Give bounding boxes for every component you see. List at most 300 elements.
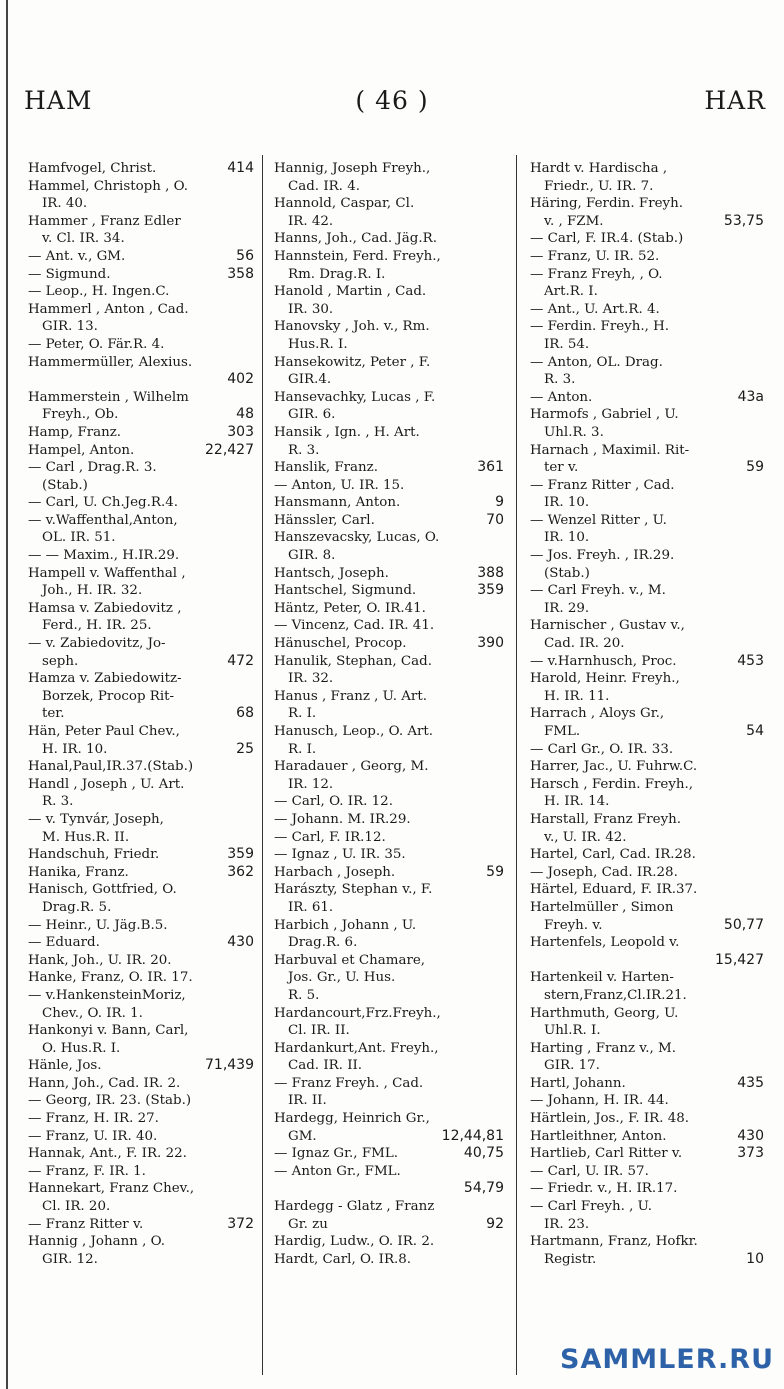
entry-text: R. 3. [544,372,576,388]
entry-page-ref [250,213,254,231]
entry-page-ref [760,670,764,688]
index-entry [28,459,254,477]
index-entry [28,213,254,231]
index-entry [530,864,764,882]
index-entry [274,494,504,512]
entry-page-ref [500,705,504,723]
index-entry [28,318,254,336]
entry-page-ref [760,881,764,899]
index-entry [530,776,764,794]
index-entry [274,213,504,231]
entry-page-ref [760,1163,764,1181]
entry-text: — Franz Freyh, , O. [530,266,663,282]
entry-text: Freyh. v. [544,917,603,933]
entry-text: — Georg, IR. 23. (Stab.) [28,1093,192,1109]
watermark: SAMMLER.RU [560,1344,774,1375]
entry-text: R. I. [288,741,317,757]
entry-page-ref [500,1075,504,1093]
index-entry [28,266,254,284]
entry-page-ref: 359 [227,846,254,863]
entry-page-ref [760,600,764,618]
entry-page-ref: 50,77 [723,916,764,933]
index-entry [274,899,504,917]
entry-page-ref [500,670,504,688]
index-entry [530,617,764,635]
entry-page-ref [250,1040,254,1058]
entry-text: Cad. IR. 4. [288,178,360,194]
entry-text: (Stab.) [544,565,590,581]
entry-text: — v. Tynvár, Joseph, [28,811,164,827]
entry-page-ref [500,1233,504,1251]
entry-page-ref [760,160,764,178]
entry-page-ref [500,653,504,671]
entry-page-ref [760,776,764,794]
entry-text: Hardt, Carl, O. IR.8. [274,1251,412,1267]
entry-text: Harnischer , Gustav v., [530,618,685,634]
entry-text: FML. [544,724,581,739]
index-entry [28,1145,254,1163]
entry-page-ref: 472 [227,652,254,669]
index-entry [274,881,504,899]
entry-page-ref [760,354,764,372]
entry-text: Hartel, Carl, Cad. IR.28. [530,847,696,863]
entry-page-ref [250,283,254,301]
entry-page-ref [250,1145,254,1163]
entry-page-ref [250,565,254,583]
entry-page-ref [250,793,254,811]
index-entry [28,1092,254,1110]
entry-page-ref [500,424,504,442]
entry-text: — Ferdin. Freyh., H. [530,319,670,335]
entry-page-ref [500,793,504,811]
entry-page-ref [500,230,504,248]
entry-page-ref [250,811,254,829]
entry-text: — Johann. M. IR.29. [274,811,411,827]
entry-text: — Sigmund. [28,266,111,282]
entry-text: — Peter, O. Fär.R. 4. [28,336,165,352]
entry-page-ref [250,354,254,372]
index-entry [530,1128,764,1146]
index-entry [530,1233,764,1251]
entry-page-ref [500,213,504,231]
entry-page-ref [250,1251,254,1269]
index-entry [274,952,504,970]
entry-text: IR. 42. [288,213,334,229]
entry-text: — Vincenz, Cad. IR. 41. [274,618,435,634]
index-entry [28,1163,254,1181]
entry-page-ref [760,565,764,583]
index-entry [274,1022,504,1040]
index-entry [530,371,764,389]
entry-page-ref [760,741,764,759]
index-entry [274,442,504,460]
entry-text: M. Hus.R. II. [42,829,130,845]
entry-text: Cad. IR. II. [288,1058,363,1074]
entry-page-ref [250,195,254,213]
entry-page-ref [250,987,254,1005]
entry-text: Härtel, Eduard, F. IR.37. [530,882,698,898]
entry-text: IR. 23. [544,1216,590,1232]
entry-page-ref [250,617,254,635]
entry-page-ref [760,758,764,776]
entry-text: Hammel, Christoph , O. [28,178,189,194]
index-entry [274,1216,504,1234]
entry-page-ref [760,178,764,196]
entry-page-ref [500,529,504,547]
entry-text: Hanovsky , Joh. v., Rm. [274,319,430,335]
entry-page-ref: 435 [737,1074,764,1091]
entry-text: — Carl, F. IR.4. (Stab.) [530,231,684,247]
entry-page-ref [250,688,254,706]
index-entry [530,1198,764,1216]
entry-page-ref [760,864,764,882]
entry-page-ref: 68 [236,705,254,722]
entry-page-ref [250,1022,254,1040]
entry-text: — Johann, H. IR. 44. [530,1093,669,1109]
index-entry [28,811,254,829]
entry-text: Hänssler, Carl. [274,512,375,528]
entry-page-ref [500,688,504,706]
entry-text: GIR. 12. [42,1251,98,1267]
index-entry [274,600,504,618]
entry-text: v. Cl. IR. 34. [42,231,125,247]
entry-page-ref [760,1110,764,1128]
entry-text: Hammermüller, Alexius. [28,354,193,370]
index-entry [274,934,504,952]
entry-page-ref [760,318,764,336]
index-entry [530,688,764,706]
entry-text: O. Hus.R. I. [42,1040,121,1056]
index-entry [274,354,504,372]
index-entry [530,705,764,723]
entry-page-ref: 453 [737,652,764,669]
index-entry [28,1075,254,1093]
index-entry [530,318,764,336]
index-entry [28,336,254,354]
entry-text: seph. [42,653,79,669]
header-left-keyword: HAM [24,86,93,115]
index-entry [530,547,764,565]
entry-text: Hanika, Franz. [28,864,129,880]
index-entry [530,512,764,530]
entry-text: Hann, Joh., Cad. IR. 2. [28,1075,181,1091]
index-entry [28,371,254,389]
index-entry [530,442,764,460]
entry-page-ref: 15,427 [715,951,764,968]
entry-page-ref [500,1163,504,1181]
index-entry [530,283,764,301]
entry-text: Cad. IR. 20. [544,636,625,652]
entry-text: Freyh., Ob. [42,407,119,423]
index-entry [28,1233,254,1251]
entry-page-ref [500,617,504,635]
entry-text: ter v. [544,460,579,476]
entry-page-ref [250,512,254,530]
entry-page-ref [760,1180,764,1198]
entry-text: — Franz, F. IR. 1. [28,1163,146,1179]
entry-page-ref [760,1216,764,1234]
index-entry [28,1005,254,1023]
entry-page-ref: 10 [746,1250,764,1267]
entry-text: — Franz Ritter , Cad. [530,477,675,493]
entry-page-ref [500,758,504,776]
index-entry [274,846,504,864]
entry-page-ref [250,318,254,336]
entry-page-ref: 25 [236,740,254,757]
index-entry [274,336,504,354]
entry-text: — v.Harnhusch, Proc. [530,653,677,669]
entry-page-ref [500,389,504,407]
column-divider [516,155,517,1375]
entry-text: Hanulik, Stephan, Cad. [274,653,432,669]
entry-page-ref [250,529,254,547]
entry-page-ref: 372 [227,1215,254,1232]
entry-text: Härtlein, Jos., F. IR. 48. [530,1111,690,1127]
entry-text: Hannstein, Ferd. Freyh., [274,248,441,264]
entry-text: — Carl Gr., O. IR. 33. [530,741,674,757]
entry-page-ref: 414 [227,160,254,176]
entry-text: — v.HankensteinMoriz, [28,987,186,1003]
index-entry [28,969,254,987]
index-entry [274,1040,504,1058]
entry-text: Hansmann, Anton. [274,495,401,511]
index-entry [530,230,764,248]
entry-page-ref [250,969,254,987]
entry-text: Hartelmüller , Simon [530,899,674,915]
entry-text: Hanke, Franz, O. IR. 17. [28,970,193,986]
index-entry [274,723,504,741]
entry-text: Jos. Gr., U. Hus. [288,970,396,986]
index-entry [274,705,504,723]
index-entry [530,969,764,987]
entry-text: Harsch , Ferdin. Freyh., [530,776,694,792]
index-entry [274,1180,504,1198]
index-entry [28,987,254,1005]
entry-text: v. , FZM. [544,213,604,229]
entry-page-ref [500,952,504,970]
entry-page-ref [250,1233,254,1251]
entry-text: Hartenfels, Leopold v. [530,935,680,951]
entry-page-ref [500,248,504,266]
index-entry [28,1180,254,1198]
entry-text: Harnach , Maximil. Rit- [530,442,690,458]
index-entry [274,969,504,987]
entry-text: Häring, Ferdin. Freyh. [530,196,683,212]
index-entry [274,688,504,706]
entry-text: Hannig, Joseph Freyh., [274,161,431,176]
index-entry [274,529,504,547]
entry-text: — Eduard. [28,935,100,951]
entry-text: Hantschel, Sigmund. [274,583,417,599]
index-entry [530,213,764,231]
entry-page-ref: 359 [477,582,504,599]
index-entry [530,1163,764,1181]
entry-page-ref [500,723,504,741]
index-entry [530,952,764,970]
entry-text: IR. 30. [288,301,334,317]
entry-text: GIR.4. [288,372,332,388]
entry-page-ref [500,987,504,1005]
entry-text: Hanns, Joh., Cad. Jäg.R. [274,231,437,247]
entry-page-ref [250,336,254,354]
entry-text: (Stab.) [42,477,88,493]
index-entry [28,1040,254,1058]
index-entry [28,529,254,547]
index-entry [274,1233,504,1251]
entry-page-ref [760,230,764,248]
entry-page-ref [760,987,764,1005]
entry-text: — Carl, O. IR. 12. [274,794,393,810]
entry-page-ref [500,1005,504,1023]
entry-page-ref: 12,44,81 [441,1127,504,1144]
index-entry [530,741,764,759]
index-entry [530,846,764,864]
index-entry [530,1040,764,1058]
index-entry [274,160,504,178]
index-entry [274,389,504,407]
entry-text: H. IR. 11. [544,688,610,704]
entry-page-ref [250,1075,254,1093]
entry-page-ref [760,494,764,512]
entry-text: Drag.R. 5. [42,899,112,915]
index-entry [274,917,504,935]
entry-text: H. IR. 14. [544,794,610,810]
index-entry [274,283,504,301]
index-entry [274,266,504,284]
entry-page-ref [500,1092,504,1110]
entry-text: Hantsch, Joseph. [274,565,389,581]
entry-page-ref [500,301,504,319]
entry-page-ref [500,917,504,935]
entry-page-ref [250,1005,254,1023]
index-entry [530,987,764,1005]
entry-text: — Carl, F. IR.12. [274,829,386,845]
entry-text: — Friedr. v., H. IR.17. [530,1181,678,1197]
header-right-keyword: HAR [704,86,766,115]
entry-page-ref [760,969,764,987]
entry-page-ref: 358 [227,265,254,282]
entry-page-ref: 361 [477,459,504,476]
index-entry [28,617,254,635]
index-entry [530,354,764,372]
index-entry [28,406,254,424]
entry-page-ref: 388 [477,564,504,581]
index-entry [28,670,254,688]
index-entry [28,1110,254,1128]
entry-text: Harbach , Joseph. [274,864,396,880]
entry-page-ref [250,477,254,495]
index-entry [530,793,764,811]
entry-page-ref: 430 [737,1127,764,1144]
index-entry [28,635,254,653]
entry-text: Haradauer , Georg, M. [274,759,429,775]
index-entry [530,582,764,600]
entry-page-ref: 40,75 [463,1145,504,1162]
index-column-3 [530,160,764,1268]
entry-text: Hammer , Franz Edler [28,213,181,229]
entry-text: Hartmann, Franz, Hofkr. [530,1234,698,1250]
entry-page-ref: 362 [227,863,254,880]
entry-page-ref [500,178,504,196]
index-entry [274,1251,504,1269]
entry-text: — Carl, U. IR. 57. [530,1163,649,1179]
index-entry [28,881,254,899]
index-entry [530,1005,764,1023]
index-entry [28,741,254,759]
entry-page-ref: 402 [227,371,254,388]
index-column-1 [28,160,254,1268]
index-entry [28,776,254,794]
entry-page-ref [250,494,254,512]
entry-text: Hänle, Jos. [28,1058,102,1074]
entry-page-ref [500,811,504,829]
entry-page-ref: 373 [737,1145,764,1162]
entry-text: Uhl.R. I. [544,1023,601,1039]
entry-page-ref [760,846,764,864]
entry-text: — Wenzel Ritter , U. [530,512,667,528]
entry-page-ref [760,1198,764,1216]
entry-text: — Ignaz , U. IR. 35. [274,847,406,863]
entry-page-ref [250,1180,254,1198]
entry-text: Hamsa v. Zabiedovitz , [28,600,182,616]
entry-text: Handl , Joseph , U. Art. [28,776,185,792]
entry-text: — Anton, OL. Drag. [530,354,663,370]
entry-page-ref [250,776,254,794]
entry-text: ter. [42,706,65,722]
entry-text: Hammerl , Anton , Cad. [28,301,189,317]
index-entry [530,1092,764,1110]
entry-text: Harold, Heinr. Freyh., [530,671,680,687]
entry-page-ref [250,1163,254,1181]
index-entry [274,1163,504,1181]
entry-page-ref [500,160,504,178]
index-entry [274,1005,504,1023]
index-entry [530,758,764,776]
index-entry [530,424,764,442]
index-entry [274,565,504,583]
index-entry [28,301,254,319]
entry-text: — Ignaz Gr., FML. [274,1146,398,1162]
index-entry [530,301,764,319]
entry-text: Hardegg, Heinrich Gr., [274,1111,430,1127]
entry-page-ref [500,600,504,618]
entry-text: R. 3. [288,442,320,458]
entry-text: — Carl Freyh. , U. [530,1199,652,1215]
entry-text: Harászty, Stephan v., F. [274,882,433,898]
entry-text: Hankonyi v. Bann, Carl, [28,1023,189,1039]
entry-text: H. IR. 10. [42,741,108,757]
entry-page-ref [500,1110,504,1128]
entry-page-ref [760,442,764,460]
entry-text: Hänuschel, Procop. [274,636,407,652]
entry-text: IR. 61. [288,899,334,915]
index-entry [530,529,764,547]
entry-text: OL. IR. 51. [42,530,116,546]
index-entry [274,670,504,688]
entry-text: R. 5. [288,987,320,1003]
entry-text: IR. 10. [544,495,590,511]
index-entry [28,160,254,178]
index-entry [530,459,764,477]
entry-text: — Franz Ritter v. [28,1216,144,1232]
index-entry [274,1145,504,1163]
entry-text: — Ant., U. Art.R. 4. [530,301,660,317]
entry-page-ref [760,1057,764,1075]
entry-text: Registr. [544,1251,597,1267]
entry-page-ref [760,529,764,547]
entry-page-ref: 56 [236,247,254,264]
entry-text: Hank, Joh., U. IR. 20. [28,952,172,968]
